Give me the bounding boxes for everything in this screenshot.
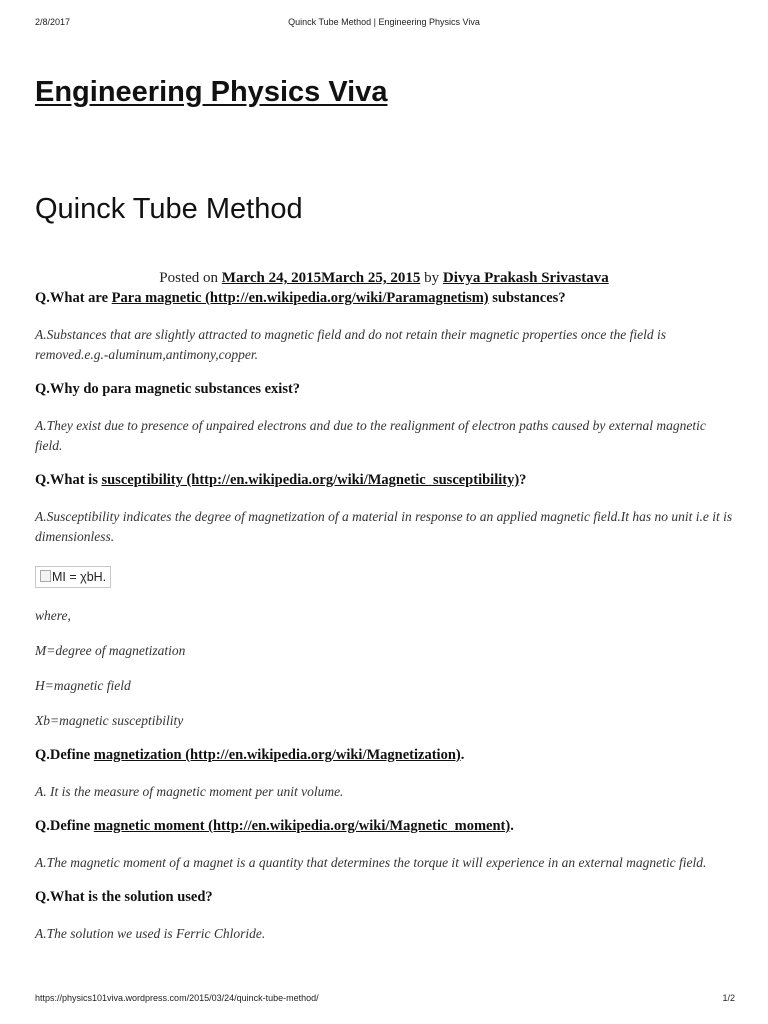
question-solution: Q.What is the solution used? [35, 889, 213, 905]
formula-alt-text: MI = χbH. [52, 570, 107, 584]
question-text: . [460, 747, 465, 763]
question-text: Q.What is [35, 472, 102, 488]
paramagnetism-link[interactable]: Para magnetic (http://en.wikipedia.org/wiki/Paramagnetism) [111, 290, 489, 306]
post-content [35, 289, 735, 959]
posted-on-label: Posted on [159, 270, 222, 286]
print-header [0, 17, 768, 31]
print-date: 2/8/2017 [35, 17, 71, 27]
question-text: . [510, 818, 514, 834]
answer-paramagnetic: A.Substances that are slightly attracted to magnetic field and do not retain their magnetic properties once the field is removed.e.g.-aluminum,antimony,copper. [35, 327, 667, 362]
print-page-title: Quinck Tube Method | Engineering Physics Viva [288, 17, 480, 27]
question-text: Q.Define [35, 818, 94, 834]
magnetic-moment-link[interactable]: magnetic moment (http://en.wikipedia.org/wiki/Magnetic_moment) [93, 818, 511, 834]
question-magnetization [35, 746, 735, 765]
answer-solution: A.The solution we used is Ferric Chloride. [35, 926, 266, 941]
post-date-link[interactable]: March 24, 2015March 25, 2015 [221, 270, 421, 286]
print-url: https://physics101viva.wordpress.com/2015/03/24/quinck-tube-method/ [35, 993, 319, 1003]
print-footer [0, 993, 768, 1007]
answer-why-exist: A.They exist due to presence of unpaired electrons and due to the realignment of electron paths caused by external magnetic field. [35, 418, 706, 453]
post-title: Quinck Tube Method [35, 193, 303, 225]
page-number: 1/2 [722, 993, 735, 1003]
answer-magnetization: A. It is the measure of magnetic moment per unit volume. [35, 784, 344, 799]
question-text: ? [519, 472, 527, 488]
answer-susceptibility: A.Susceptibility indicates the degree of magnetization of a material in response to an applied magnetic field.It has no unit i.e it is dimensionless. [35, 509, 733, 544]
definition-h: H=magnetic field [35, 678, 131, 693]
magnetization-link[interactable]: magnetization (http://en.wikipedia.org/wiki/Magnetization) [93, 747, 461, 763]
definition-m: M=degree of magnetization [35, 643, 186, 658]
question-paramagnetic [35, 289, 735, 308]
question-susceptibility [35, 471, 735, 490]
site-title-link[interactable]: Engineering Physics Viva [35, 76, 388, 108]
author-link[interactable]: Divya Prakash Srivastava [442, 270, 609, 286]
question-text: Q.Define [35, 747, 94, 763]
question-why-exist: Q.Why do para magnetic substances exist? [35, 381, 301, 397]
broken-image-icon [40, 570, 51, 582]
susceptibility-link[interactable]: susceptibility (http://en.wikipedia.org/wiki/Magnetic_susceptibility) [101, 472, 520, 488]
question-text: substances? [488, 290, 566, 306]
where-label: where, [35, 608, 71, 623]
posted-by-label: by [420, 270, 443, 286]
question-text: Q.What are [35, 290, 112, 306]
formula-image [35, 566, 111, 588]
question-magnetic-moment [35, 817, 735, 836]
post-meta [0, 270, 768, 287]
definition-xb: Xb=magnetic susceptibility [35, 713, 184, 728]
answer-magnetic-moment: A.The magnetic moment of a magnet is a quantity that determines the torque it will experience in an external magnetic field. [35, 855, 707, 870]
